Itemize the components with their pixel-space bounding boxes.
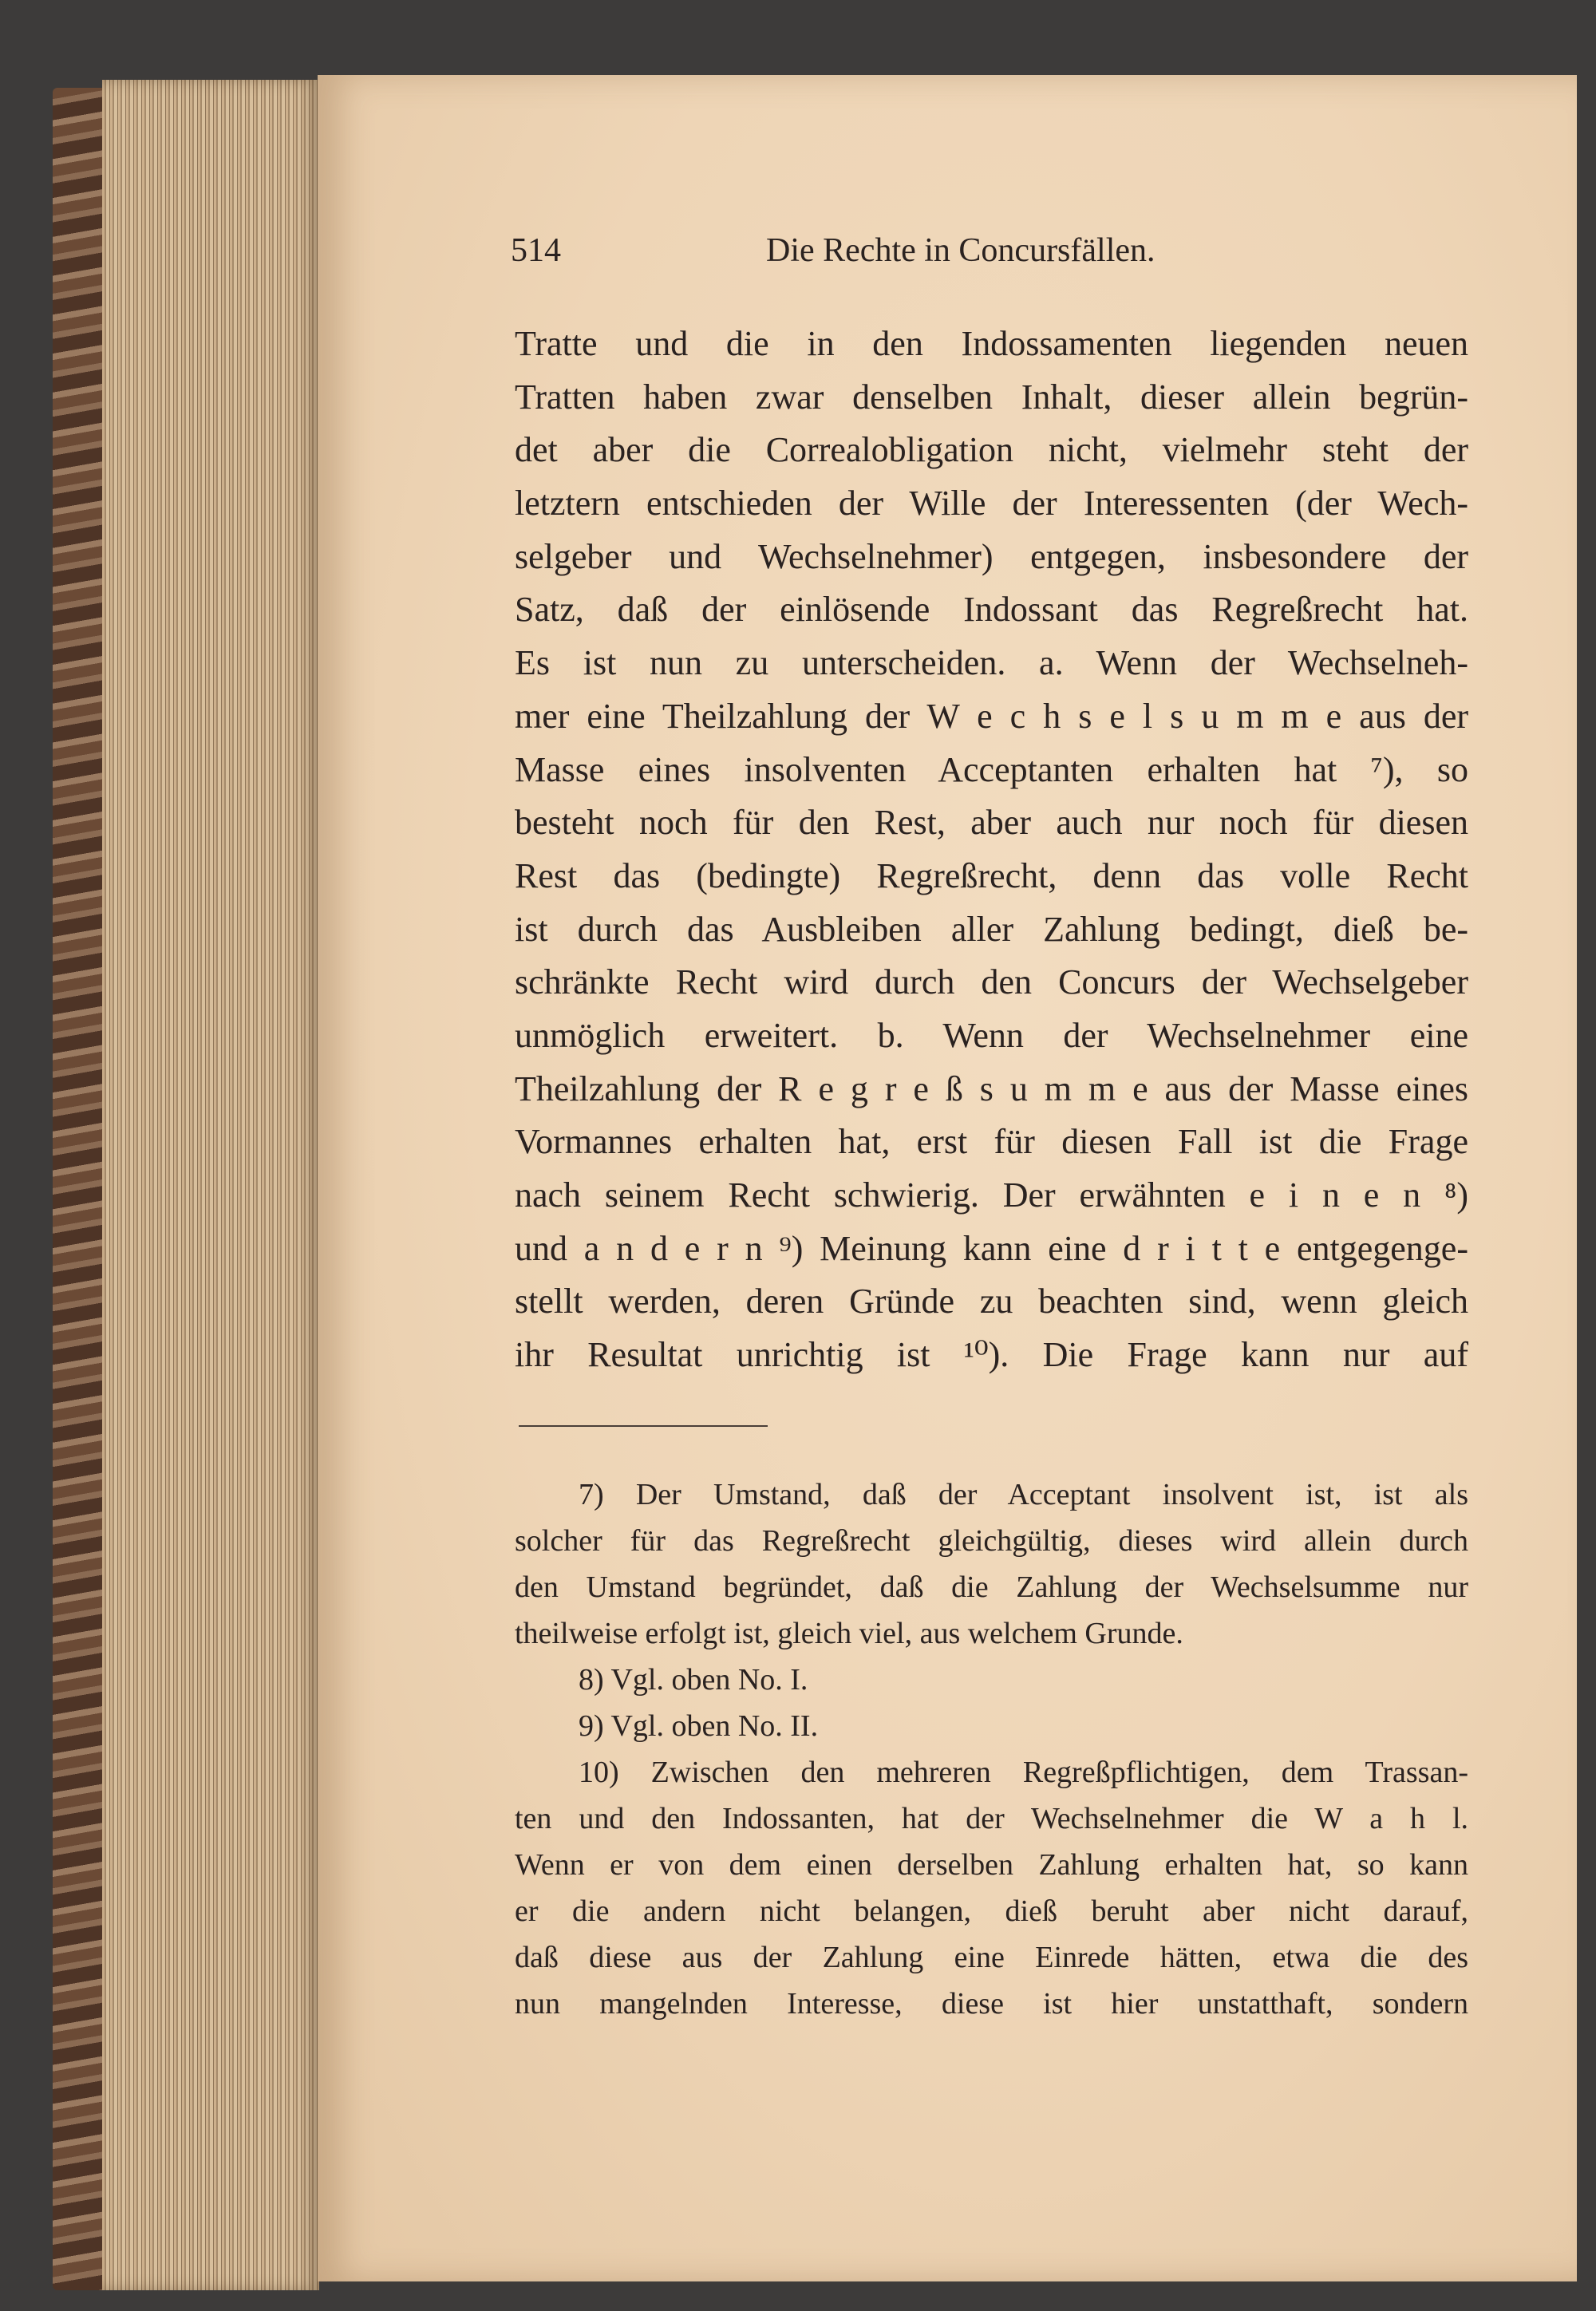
text-line: Rest das (bedingte) Regreßrecht, denn das volle Recht: [515, 855, 1468, 895]
page-header: [511, 231, 1468, 271]
text-line: besteht noch für den Rest, aber auch nur noch für diesen: [515, 803, 1468, 843]
text-line: stellt werden, deren Gründe zu beachten sind, wenn gleich: [515, 1282, 1468, 1321]
footnote-line: 9) Vgl. oben No. II.: [579, 1709, 819, 1743]
footnote-line: 7) Der Umstand, daß der Acceptant insolvent ist, ist als: [579, 1478, 1468, 1511]
footnote-line: den Umstand begründet, daß die Zahlung der Wechselsumme nur: [515, 1570, 1468, 1604]
book-cover-edge: [53, 88, 109, 2290]
text-line: Es ist nun zu unterscheiden. a. Wenn der Wechselneh-: [515, 643, 1468, 683]
body-text: [515, 318, 1468, 1382]
text-line: det aber die Correalobligation nicht, vielmehr steht der: [515, 430, 1468, 470]
footnote-divider: [519, 1425, 768, 1427]
text-line: Tratte und die in den Indossamenten liegenden neuen: [515, 324, 1468, 363]
text-line: Satz, daß der einlösende Indossant das Regreßrecht hat.: [515, 590, 1468, 630]
text-line: Masse eines insolventen Acceptanten erhalten hat ⁷), so: [515, 749, 1468, 789]
footnote-line: 10) Zwischen den mehreren Regreßpflichtigen, dem Trassan-: [579, 1756, 1468, 1789]
running-title: Die Rechte in Concursfällen.: [766, 232, 1156, 269]
footnote-line: daß diese aus der Zahlung eine Einrede hätten, etwa die des: [515, 1941, 1468, 1974]
text-line: letztern entschieden der Wille der Interessenten (der Wech-: [515, 484, 1468, 523]
footnote-line: solcher für das Regreßrecht gleichgültig, dieses wird allein durch: [515, 1524, 1468, 1558]
text-line: ihr Resultat unrichtig ist ¹⁰). Die Frage kann nur auf: [515, 1335, 1468, 1375]
footnotes: [515, 1472, 1468, 2027]
text-line: schränkte Recht wird durch den Concurs der Wechselgeber: [515, 962, 1468, 1002]
text-line: unmöglich erweitert. b. Wenn der Wechselnehmer eine: [515, 1015, 1468, 1055]
text-line: nach seinem Recht schwierig. Der erwähnten e i n e n ⁸): [515, 1175, 1468, 1215]
footnote-line: nun mangelnden Interesse, diese ist hier unstatthaft, sondern: [515, 1987, 1468, 2021]
page-number: 514: [511, 232, 561, 269]
footnote-line: Wenn er von dem einen derselben Zahlung erhalten hat, so kann: [515, 1848, 1468, 1882]
text-line: Tratten haben zwar denselben Inhalt, dieser allein begrün-: [515, 377, 1468, 417]
text-line: Vormannes erhalten hat, erst für diesen Fall ist die Frage: [515, 1122, 1468, 1162]
footnote-line: er die andern nicht belangen, dieß beruht aber nicht darauf,: [515, 1894, 1468, 1928]
text-line: und a n d e r n ⁹) Meinung kann eine d r i t t e entgegenge-: [515, 1228, 1468, 1268]
text-line: Theilzahlung der R e g r e ß s u m m e aus der Masse eines: [515, 1069, 1468, 1108]
text-line: selgeber und Wechselnehmer) entgegen, insbesondere der: [515, 536, 1468, 576]
footnote-line: 8) Vgl. oben No. I.: [579, 1663, 808, 1697]
text-line: mer eine Theilzahlung der W e c h s e l s u m m e aus der: [515, 696, 1468, 736]
text-line: ist durch das Ausbleiben aller Zahlung bedingt, dieß be-: [515, 909, 1468, 949]
footnote-line: theilweise erfolgt ist, gleich viel, aus welchem Grunde.: [515, 1617, 1183, 1650]
footnote-line: ten und den Indossanten, hat der Wechselnehmer die W a h l.: [515, 1802, 1468, 1835]
page-edges: [102, 80, 319, 2290]
